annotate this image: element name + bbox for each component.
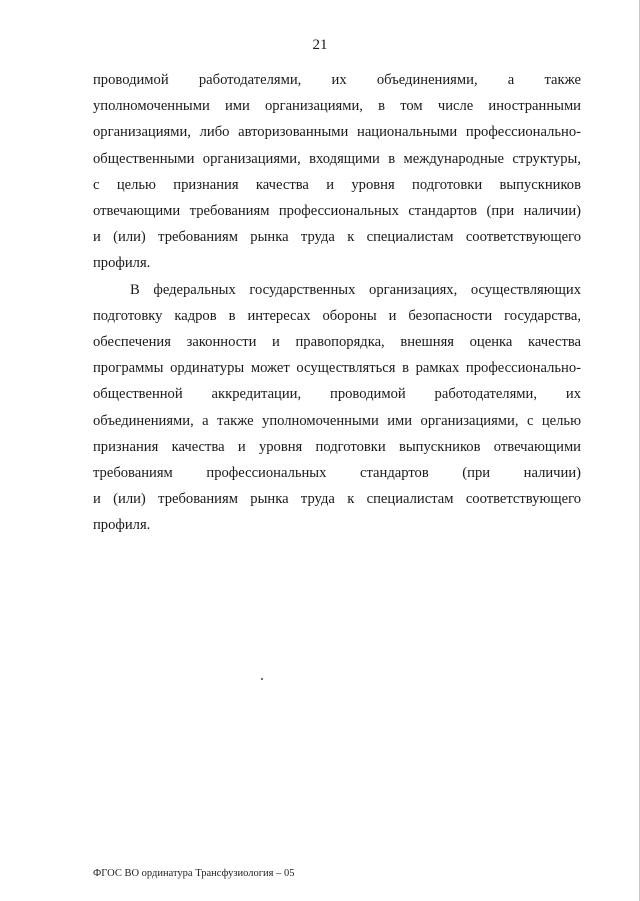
paragraph-line: общественными организациями, входящими в международные структуры, [93,150,581,167]
paragraph-line: организациями, либо авторизованными национальными профессионально- [93,124,581,141]
paragraph-line: профиля. [93,517,151,534]
paragraph-line: программы ординатуры может осуществляться в рамках профессионально- [93,360,581,377]
paragraph-line: уполномоченными ими организациями, в том числе иностранными [93,98,581,115]
paragraph-line: признания качества и уровня подготовки выпускников отвечающими [93,438,581,455]
paragraph-line: с целью признания качества и уровня подготовки выпускников [93,176,581,193]
paragraph-line: требованиям профессиональных стандартов (при наличии) [93,465,581,482]
paragraph-line: отвечающими требованиям профессиональных стандартов (при наличии) [93,203,581,220]
paragraph-line: общественной аккредитации, проводимой работодателями, их [93,386,581,403]
paragraph-line: В федеральных государственных организациях, осуществляющих [130,281,581,298]
paragraph-2 [93,277,581,539]
paragraph-line: и (или) требованиям рынка труда к специалистам соответствующего [93,229,581,246]
page-number: 21 [312,37,328,53]
scan-speck [261,678,263,680]
footer-document-code: ФГОС ВО ординатура Трансфузиология – 05 [93,868,295,879]
paragraph-line: обеспечения законности и правопорядка, внешняя оценка качества [93,334,581,351]
paragraph-line: и (или) требованиям рынка труда к специалистам соответствующего [93,491,581,508]
body-text [93,67,581,539]
paragraph-line: подготовку кадров в интересах обороны и безопасности государства, [93,307,581,324]
paragraph-line: проводимой работодателями, их объединениями, а также [93,72,581,88]
paragraph-line: профиля. [93,255,151,272]
paragraph-line: объединениями, а также уполномоченными ими организациями, с целью [93,412,581,429]
paragraph-1 [93,67,581,277]
